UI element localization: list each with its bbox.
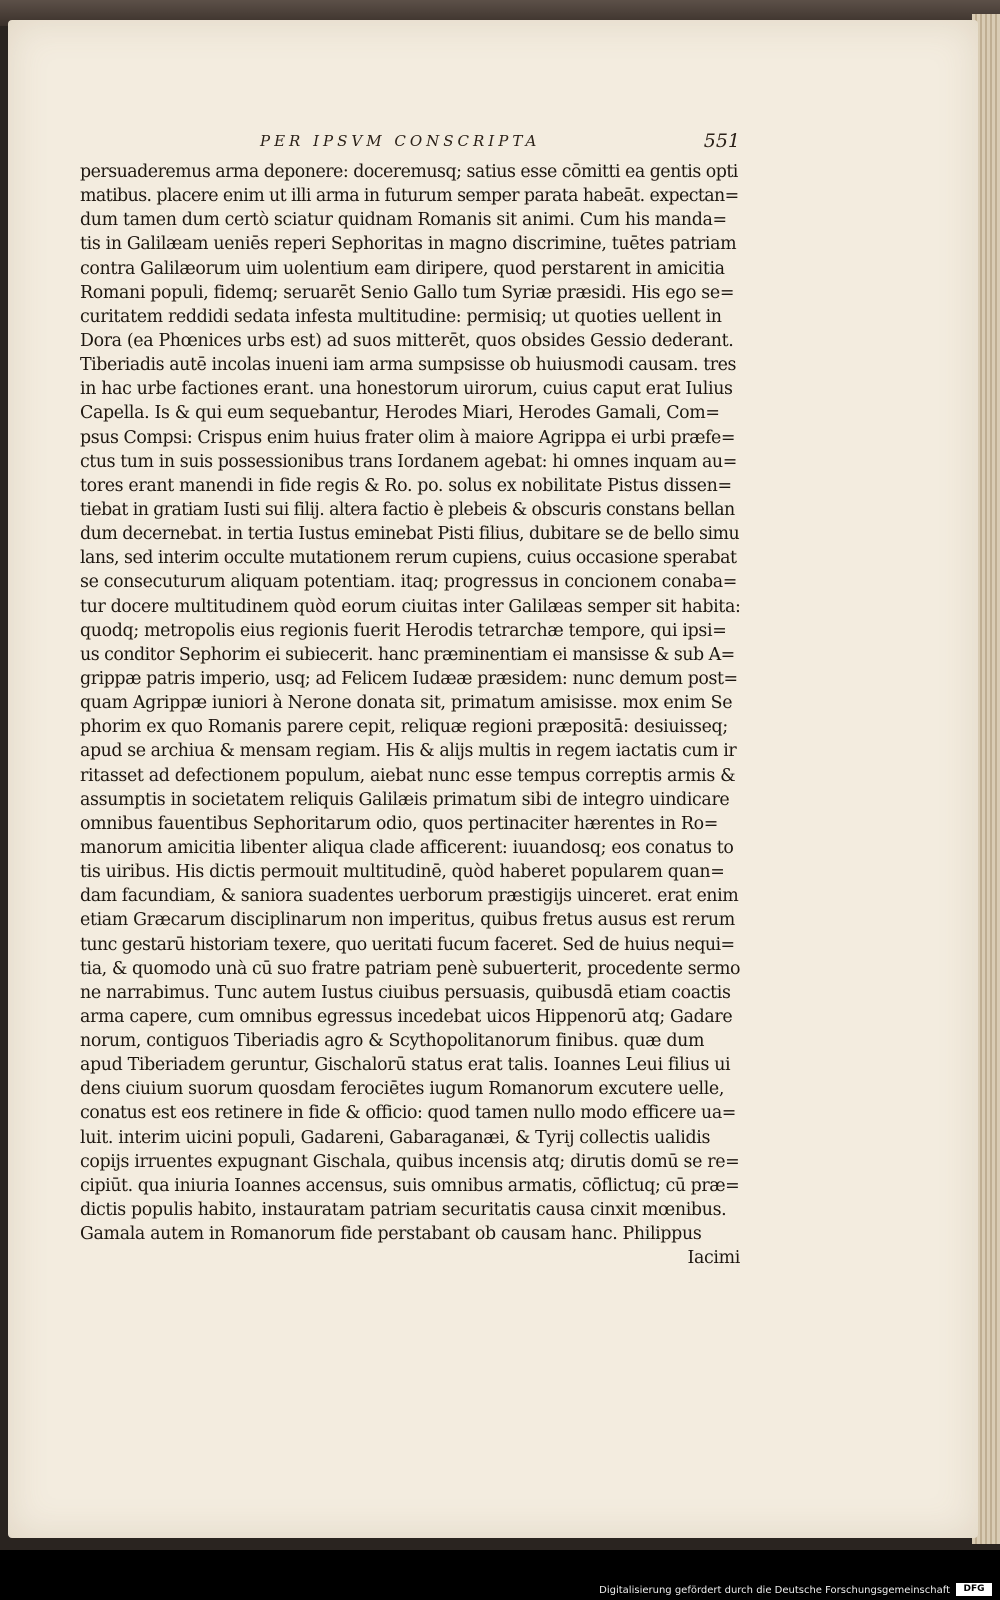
text-line: arma capere, cum omnibus egressus incedebat uicos Hippenorū atq; Gadare bbox=[80, 1006, 733, 1027]
text-line: copijs irruentes expugnant Gischala, quibus incensis atq; dirutis domū se re= bbox=[80, 1151, 740, 1172]
text-line: tiebat in gratiam Iusti sui filij. altera factio è plebeis & obscuris constans bellan bbox=[80, 499, 735, 520]
text-line: apud Tiberiadem geruntur, Gischalorū status erat talis. Ioannes Leui filius ui bbox=[80, 1055, 731, 1076]
text-line: tis in Galilæam ueniēs reperi Sephoritas in magno discrimine, tuētes patriam bbox=[80, 234, 737, 255]
text-line: dum tamen dum certò sciatur quidnam Romanis sit animi. Cum his manda= bbox=[80, 210, 727, 231]
text-line: persuaderemus arma deponere: doceremusq; satius esse cōmitti ea gentis opti bbox=[80, 162, 738, 182]
footer-bar bbox=[0, 1550, 1000, 1600]
text-line: quodq; metropolis eius regionis fuerit Herodis tetrarchæ tempore, qui ipsi= bbox=[80, 620, 727, 641]
text-line: dens ciuium suorum quosdam ferociētes iugum Romanorum excutere uelle, bbox=[80, 1079, 725, 1100]
text-line: tunc gestarū historiam texere, quo ueritati fucum faceret. Sed de huius nequi= bbox=[80, 934, 735, 955]
dfg-logo: DFG bbox=[956, 1583, 992, 1596]
text-line: ne narrabimus. Tunc autem Iustus ciuibus persuasis, quibusdā etiam coactis bbox=[80, 982, 731, 1003]
text-line: tores erant manendi in fide regis & Ro. po. solus ex nobilitate Pistus dissen= bbox=[80, 475, 732, 496]
text-line: contra Galilæorum uim uolentium eam diripere, quod perstarent in amicitia bbox=[80, 258, 725, 279]
text-line: se consecuturum aliquam potentiam. itaq; progressus in concionem conaba= bbox=[80, 572, 738, 593]
text-line: us conditor Sephorim ei subiecerit. hanc præminentiam ei mansisse & sub A= bbox=[80, 644, 735, 665]
text-line: tia, & quomodo unà cū suo fratre patriam penè subuerterit, procedente sermo bbox=[80, 958, 740, 979]
text-line: lans, sed interim occulte mutationem rerum cupiens, cuius occasione sperabat bbox=[80, 548, 737, 569]
text-line: psus Compsi: Crispus enim huius frater olim à maiore Agrippa ei urbi præfe= bbox=[80, 427, 736, 448]
text-line: Tiberiadis autē incolas inueni iam arma sumpsisse ob huiusmodi causam. tres bbox=[80, 355, 736, 376]
text-line: tur docere multitudinem quòd eorum ciuitas inter Galilæas semper sit habita: bbox=[80, 596, 740, 617]
text-line: phorim ex quo Romanis parere cepit, reliquæ regioni præpositā: desiuisseq; bbox=[80, 717, 728, 738]
running-head: PER IPSVM CONSCRIPTA bbox=[260, 132, 541, 150]
text-line: assumptis in societatem reliquis Galilæis primatum sibi de integro uindicare bbox=[80, 789, 730, 810]
text-line: etiam Græcarum disciplinarum non imperitus, quibus fretus ausus est rerum bbox=[80, 910, 735, 931]
text-line: curitatem reddidi sedata infesta multitudine: permisiq; ut quoties uellent in bbox=[80, 306, 722, 327]
funding-credit: Digitalisierung gefördert durch die Deutsche Forschungsgemeinschaft bbox=[599, 1585, 950, 1596]
text-line: conatus est eos retinere in fide & officio: quod tamen nullo modo efficere ua= bbox=[80, 1103, 736, 1124]
page-number: 551 bbox=[703, 130, 740, 152]
catchword: Iacimi bbox=[687, 1248, 740, 1269]
text-line: cipiūt. qua iniuria Ioannes accensus, suis omnibus armatis, cōflictuq; cū præ= bbox=[80, 1175, 740, 1196]
text-line: Dora (ea Phœnices urbs est) ad suos mitterēt, quos obsides Gessio dederant. bbox=[80, 330, 734, 351]
page-header bbox=[250, 132, 740, 162]
text-line: dam facundiam, & saniora suadentes uerborum præstigijs uinceret. erat enim bbox=[80, 886, 739, 907]
text-line: norum, contiguos Tiberiadis agro & Scythopolitanorum finibus. quæ dum bbox=[80, 1031, 705, 1052]
text-line: ritasset ad defectionem populum, aiebat nunc esse tempus correptis armis & bbox=[80, 765, 736, 786]
text-line: quam Agrippæ iuniori à Nerone donata sit, primatum amisisse. mox enim Se bbox=[80, 693, 733, 714]
text-line: luit. interim uicini populi, Gadareni, Gabaraganæi, & Tyrij collectis ualidis bbox=[80, 1127, 711, 1148]
text-line: Gamala autem in Romanorum fide perstabant ob causam hanc. Philippus bbox=[80, 1224, 702, 1245]
body-text bbox=[80, 160, 740, 1270]
text-line: matibus. placere enim ut illi arma in futurum semper parata habeāt. expectan= bbox=[80, 186, 739, 207]
text-line: Romani populi, fidemq; seruarēt Senio Gallo tum Syriæ præsidi. His ego se= bbox=[80, 282, 735, 303]
text-line: tis uiribus. His dictis permouit multitudinē, quòd haberet popularem quan= bbox=[80, 862, 725, 883]
text-line: apud se archiua & mensam regiam. His & alijs multis in regem iactatis cum ir bbox=[80, 741, 737, 762]
text-line: ctus tum in suis possessionibus trans Iordanem agebat: hi omnes inquam au= bbox=[80, 451, 737, 472]
text-line: manorum amicitia libenter aliqua clade afficerent: iuuandosq; eos conatus to bbox=[80, 837, 734, 858]
text-line: in hac urbe factiones erant. una honestorum uirorum, cuius caput erat Iulius bbox=[80, 379, 733, 400]
text-line: Capella. Is & qui eum sequebantur, Herodes Miari, Herodes Gamali, Com= bbox=[80, 403, 720, 424]
text-line: dictis populis habito, instauratam patriam securitatis causa cinxit mœnibus. bbox=[80, 1200, 727, 1221]
text-line: dum decernebat. in tertia Iustus eminebat Pisti filius, dubitare se de bello simu bbox=[80, 524, 740, 545]
text-line: grippæ patris imperio, usq; ad Felicem Iudææ præsidem: nunc demum post= bbox=[80, 668, 738, 689]
text-line: omnibus fauentibus Sephoritarum odio, quos pertinaciter hærentes in Ro= bbox=[80, 813, 718, 834]
